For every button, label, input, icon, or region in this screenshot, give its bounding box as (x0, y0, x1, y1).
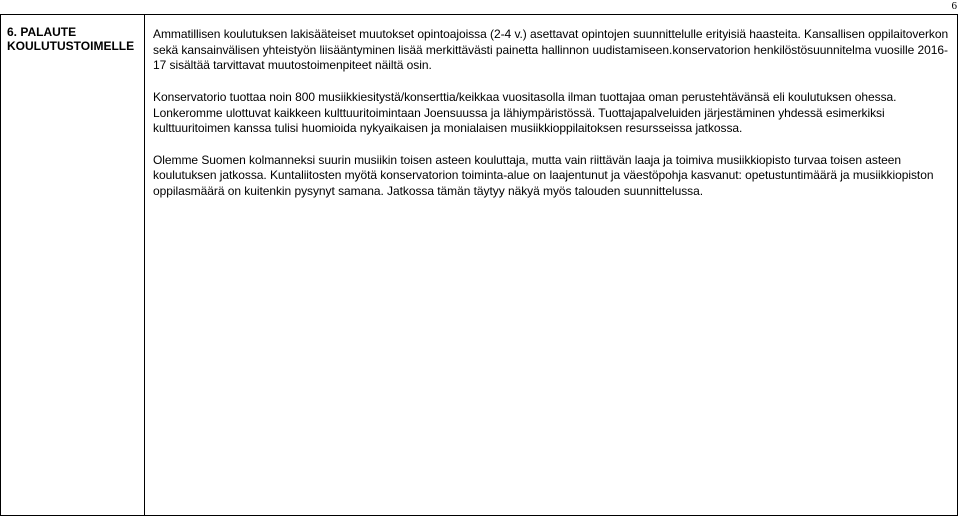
section-heading-cell (1, 15, 145, 515)
paragraph-2: Konservatorio tuottaa noin 800 musiikkiesitystä/konserttia/keikkaa vuositasolla ilman tuottajaa oman perustehtävänsä eli koulutuksen ohessa. Lonkeromme ulottuvat kaikkeen kulttuuritoimintaan Joensuussa ja lähiympäristössä. Tuottajapalveluiden järjestäminen yhdessä esimerkiksi kulttuuritoimen kanssa tulisi huomioida nykyaikaisen ja monialaisen musiikkioppilaitoksen resursseissa jatkossa. (153, 89, 897, 136)
paragraph-3: Olemme Suomen kolmanneksi suurin musiikin toisen asteen kouluttaja, mutta vain riittävän laaja ja toimiva musiikkiopisto turvaa toisen asteen koulutuksen jatkossa. Kuntaliitosten myötä konservatorion toiminta-alue on laajentunut ja väestöpohja kasvanut: opetustuntimäärä ja musiikkiopiston oppilasmäärä on kuitenkin pysynyt samana. Jatkossa tämän täytyy näkyä myös talouden suunnittelussa. (153, 152, 934, 198)
section-heading-line2: KOULUTUSTOIMELLE (7, 39, 135, 53)
section-heading-line1: 6. PALAUTE (7, 25, 77, 39)
paragraph-1: Ammatillisen koulutuksen lakisääteiset muutokset opintoajoissa (2-4 v.) asettavat opintojen suunnittelulle erityisiä haasteita. Kansallisen oppilaitoverkon sekä kansainvälisen yhteistyön liisääntyminen lisää merkittävästi painetta hallinnon uudistamiseen.konservatorion henkilöstösuunnitelma vuosille 2016-17 sisältää tarvittavat muutostoimenpiteet näiltä osin. (153, 27, 949, 73)
feedback-table (0, 14, 958, 516)
section-content-cell (145, 15, 957, 515)
page-number: 6 (951, 0, 957, 12)
